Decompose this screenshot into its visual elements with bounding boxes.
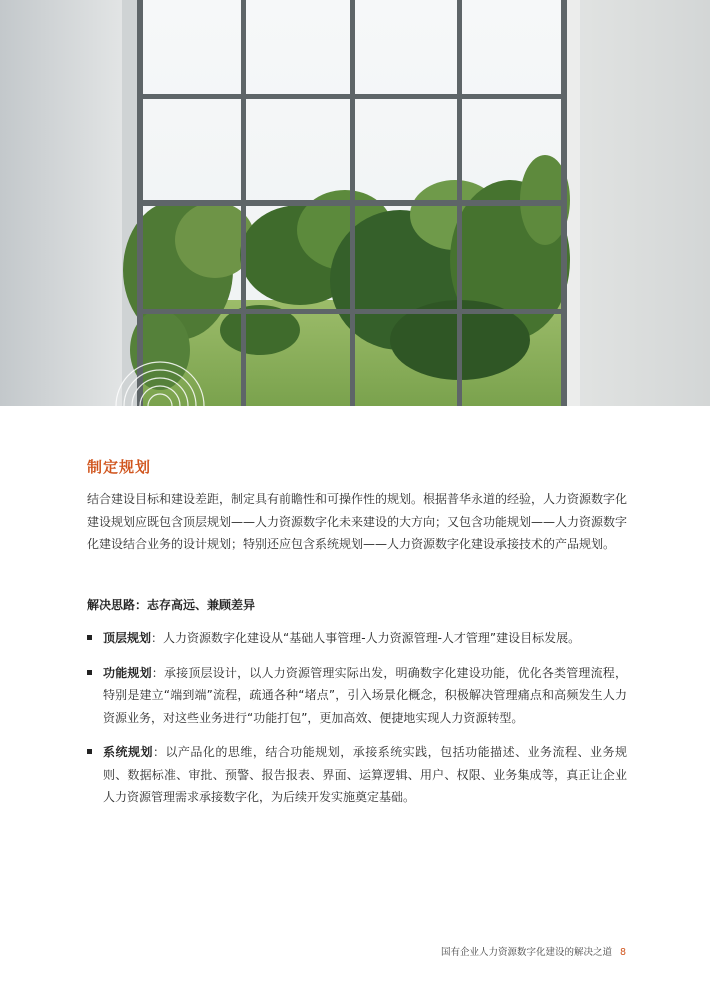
intro-paragraph: 结合建设目标和建设差距，制定具有前瞻性和可操作性的规划。根据普华永道的经验，人力资源数字化建设规划应既包含顶层规划——人力资源数字化未来建设的大方向；又包含功能规划——人力资源数字化建设结合业务的设计规划；特别还应包含系统规划——人力资源数字化建设承接技术的产品规划。	[87, 492, 628, 551]
section-title: 制定规划	[87, 458, 152, 476]
footer-title: 国有企业人力资源数字化建设的解决之道	[440, 947, 612, 958]
square-bullet-icon	[87, 635, 92, 640]
list-item-top-level-plan	[87, 627, 627, 650]
page-number: 8	[619, 947, 626, 958]
plan-bullet-list	[87, 627, 627, 821]
window-garden-photo	[0, 0, 710, 406]
bullet-term: 顶层规划	[103, 631, 152, 645]
bullet-text: ：承接顶层设计，以人力资源管理实际出发，明确数字化建设功能，优化各类管理流程，特别是建立“端到端”流程，疏通各种“堵点”，引入场景化概念，积极解决管理痛点和高频发生人力资源业务，对这些业务进行“功能打包”，更加高效、便捷地实现人力资源转型。	[103, 665, 627, 725]
square-bullet-icon	[87, 670, 92, 675]
page-footer	[441, 944, 626, 958]
square-bullet-icon	[87, 749, 92, 754]
approach-heading: 解决思路：志存高远、兼顾差异	[87, 598, 256, 612]
bullet-term: 系统规划	[103, 745, 153, 759]
list-item-system-plan	[87, 741, 627, 809]
list-item-functional-plan	[87, 662, 627, 730]
bullet-term: 功能规划	[103, 665, 152, 680]
bullet-text: ：以产品化的思维，结合功能规划，承接系统实践，包括功能描述、业务流程、业务规则、数据标准、审批、预警、报告报表、界面、运算逻辑、用户、权限、业务集成等，真正让企业人力资源管理需求承接数字化，为后续开发实施奠定基础。	[103, 745, 627, 804]
bullet-text: ：人力资源数字化建设从“基础人事管理-人力资源管理-人才管理”建设目标发展。	[151, 631, 581, 645]
